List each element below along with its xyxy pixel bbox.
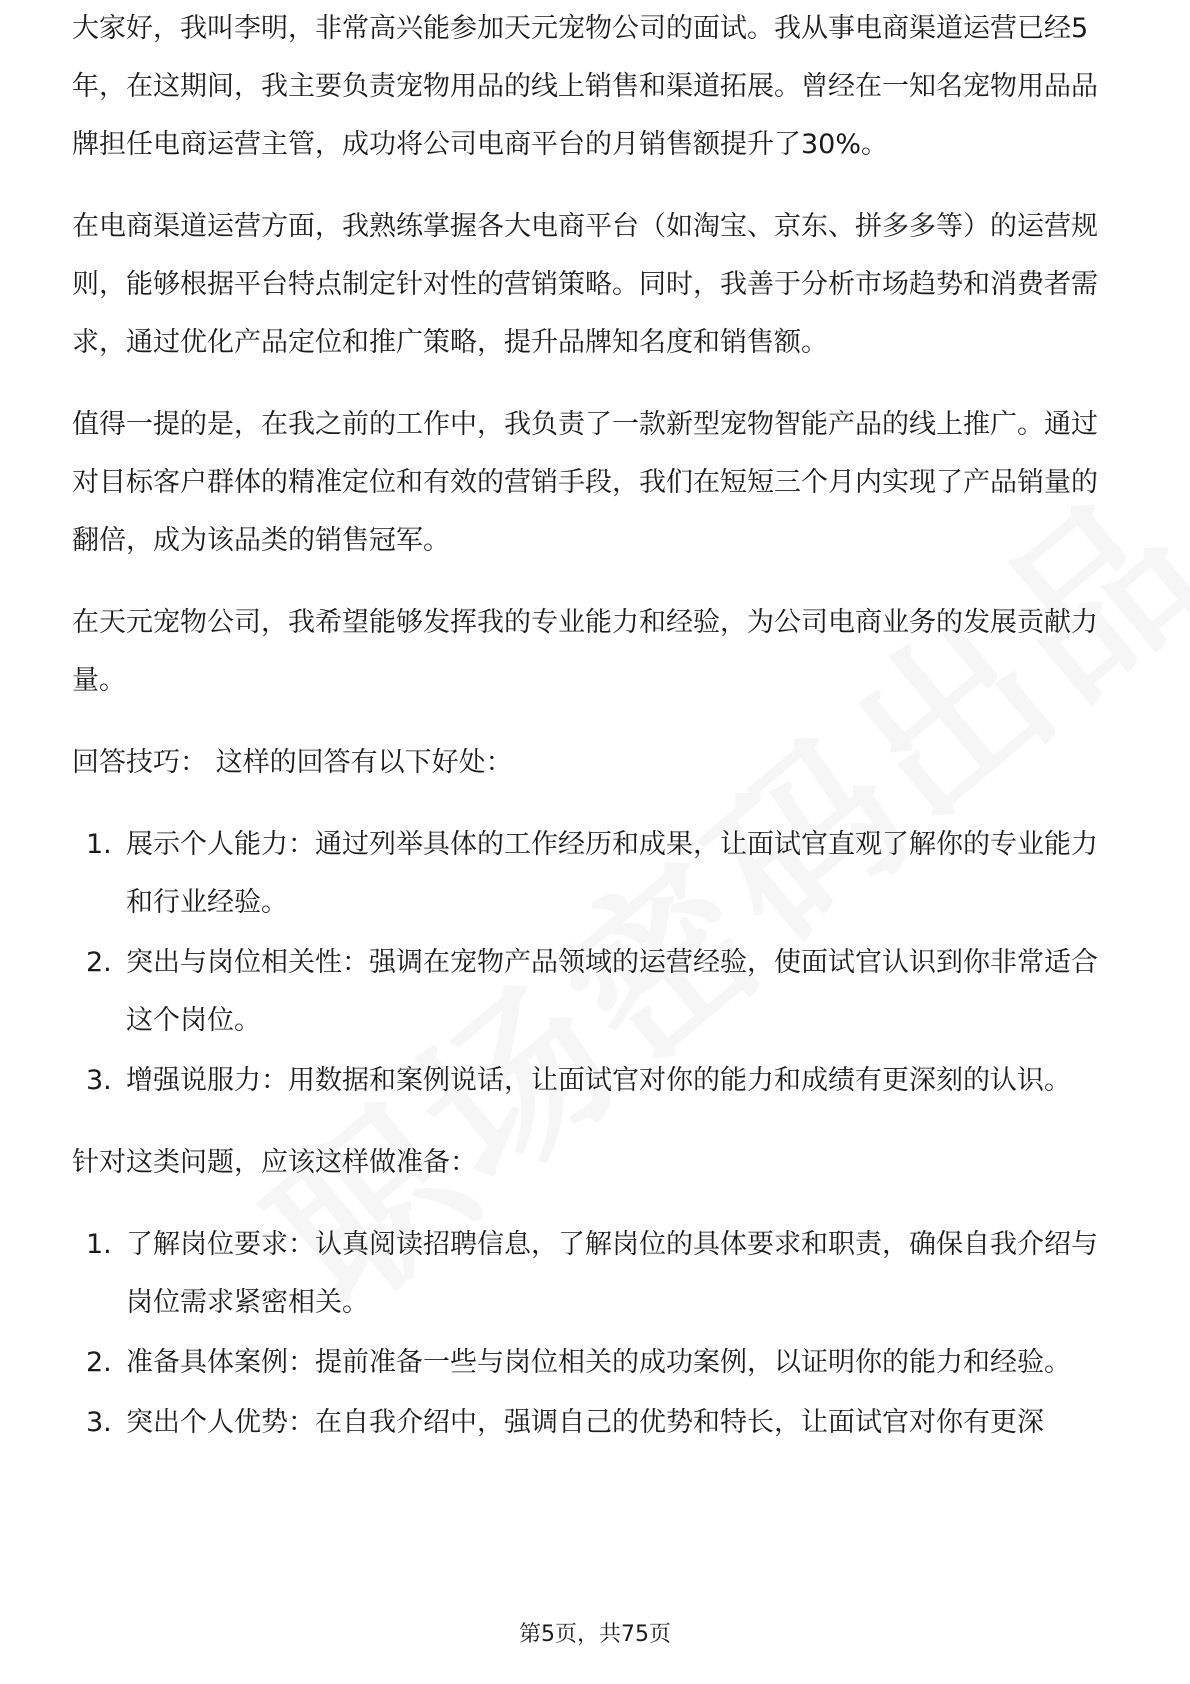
paragraph-intro: 大家好，我叫李明，非常高兴能参加天元宠物公司的面试。我从事电商渠道运营已经5年，在这期间，我主要负责宠物用品的线上销售和渠道拓展。曾经在一知名宠物用品品牌担任电商运营主管，成功将公司电商平台的月销售额提升了30%。 <box>72 13 1098 160</box>
list-text: 突出个人优势：在自我介绍中，强调自己的优势和特长，让面试官对你有更深 <box>126 1407 1044 1438</box>
tips-list <box>72 816 1122 1110</box>
list-number: 1. <box>86 829 112 860</box>
list-item <box>72 816 1122 932</box>
list-number: 3. <box>86 1065 112 1096</box>
list-number: 2. <box>86 1347 112 1378</box>
document-body <box>72 13 1122 1476</box>
list-text: 展示个人能力：通过列举具体的工作经历和成果，让面试官直观了解你的专业能力和行业经验。 <box>126 829 1098 918</box>
list-item <box>72 934 1122 1050</box>
list-number: 2. <box>86 947 112 978</box>
list-text: 了解岗位要求：认真阅读招聘信息，了解岗位的具体要求和职责，确保自我介绍与岗位需求紧密相关。 <box>126 1229 1098 1318</box>
prep-list <box>72 1216 1122 1452</box>
paragraph-aspiration: 在天元宠物公司，我希望能够发挥我的专业能力和经验，为公司电商业务的发展贡献力量。 <box>72 607 1098 696</box>
list-number: 3. <box>86 1407 112 1438</box>
list-item <box>72 1052 1122 1110</box>
list-item <box>72 1216 1122 1332</box>
list-item <box>72 1334 1122 1392</box>
paragraph-achievement: 值得一提的是，在我之前的工作中，我负责了一款新型宠物智能产品的线上推广。通过对目标客户群体的精准定位和有效的营销手段，我们在短短三个月内实现了产品销量的翻倍，成为该品类的销售冠军。 <box>72 409 1098 556</box>
list-text: 增强说服力：用数据和案例说话，让面试官对你的能力和成绩有更深刻的认识。 <box>126 1065 1071 1096</box>
paragraph-ecommerce: 在电商渠道运营方面，我熟练掌握各大电商平台（如淘宝、京东、拼多多等）的运营规则，能够根据平台特点制定针对性的营销策略。同时，我善于分析市场趋势和消费者需求，通过优化产品定位和推广策略，提升品牌知名度和销售额。 <box>72 211 1098 358</box>
list-text: 突出与岗位相关性：强调在宠物产品领域的运营经验，使面试官认识到你非常适合这个岗位。 <box>126 947 1098 1036</box>
list-text: 准备具体案例：提前准备一些与岗位相关的成功案例，以证明你的能力和经验。 <box>126 1347 1071 1378</box>
prep-heading: 针对这类问题，应该这样做准备： <box>72 1147 477 1178</box>
tips-heading: 回答技巧： 这样的回答有以下好处： <box>72 747 513 778</box>
list-number: 1. <box>86 1229 112 1260</box>
list-item <box>72 1394 1122 1452</box>
page-number-footer: 第5页，共75页 <box>519 1622 671 1647</box>
